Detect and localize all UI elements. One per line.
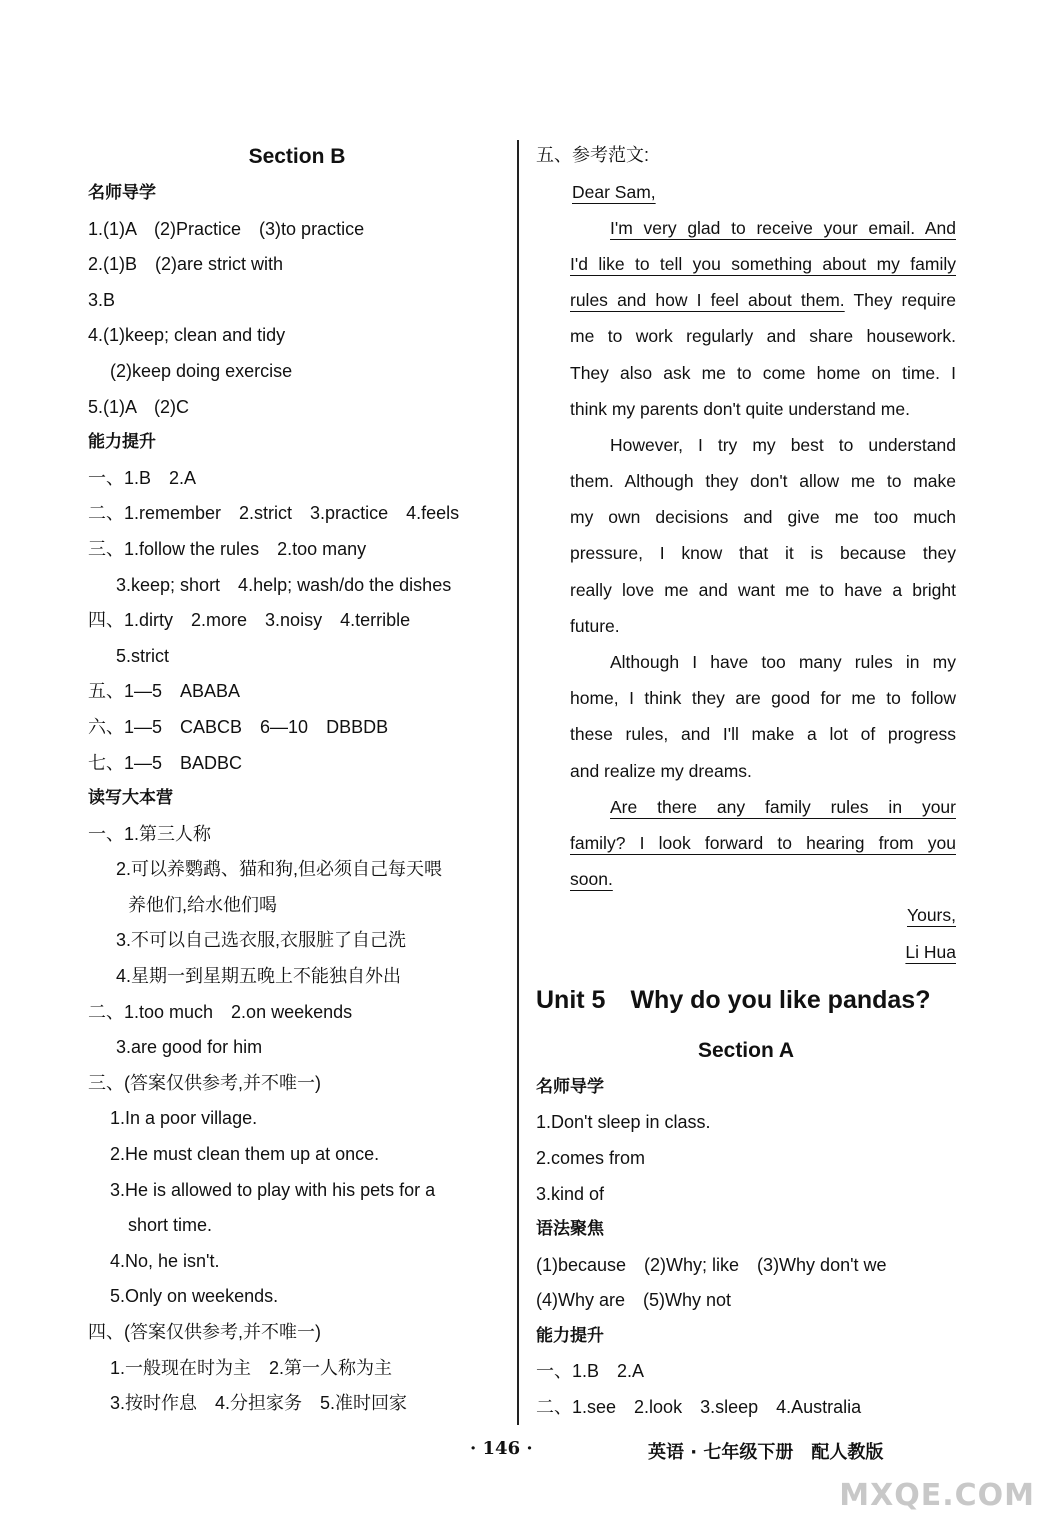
text-line: 1.In a poor village. (110, 1108, 258, 1129)
text-line (570, 246, 956, 282)
text-line (570, 789, 956, 825)
text-line: 3.不可以自己选衣服,衣服脏了自己洗 (116, 930, 407, 951)
text-line: 五、1—5 ABABA (88, 681, 241, 702)
letter-closing: Yours, (907, 905, 956, 926)
text-line: 1.一般现在时为主 2.第一人称为主 (110, 1357, 393, 1378)
text-line: 3.kind of (536, 1183, 605, 1204)
text-line: 4.星期一到星期五晚上不能独自外出 (116, 966, 402, 987)
text-line: 2.He must clean them up at once. (110, 1144, 380, 1165)
text-line: and realize my dreams. (570, 760, 752, 781)
unit-title: Unit 5 Why do you like pandas? (536, 985, 931, 1014)
text-line: 3.keep; short 4.help; wash/do the dishes (116, 574, 452, 595)
page-number: · 146 · (470, 1438, 533, 1459)
right-answer-list (536, 1070, 956, 1426)
essay-heading: 五、参考范文: (536, 145, 650, 165)
section-heading: 名师导学 (88, 183, 156, 203)
plain-text: They require (844, 290, 956, 311)
watermark-logo: MXQE.COM (839, 1478, 1035, 1513)
text-line: (2)keep doing exercise (110, 360, 293, 381)
book-title: 英语 · 七年级下册 配人教版 (648, 1442, 884, 1463)
text-line: future. (570, 615, 620, 636)
text-line: 5.Only on weekends. (110, 1286, 279, 1307)
text-line: them. Although they don't allow me to make (570, 471, 956, 492)
text-line: 三、(答案仅供参考,并不唯一) (88, 1072, 321, 1093)
column-divider (517, 140, 519, 1425)
text-line: 5.strict (116, 645, 170, 666)
left-column (88, 138, 506, 1422)
letter-signature: Li Hua (905, 941, 956, 962)
text-line (570, 210, 956, 246)
text-line: 1.(1)A (2)Practice (3)to practice (88, 218, 365, 239)
underlined-text: I'd like to tell you something about my family (570, 253, 956, 274)
underlined-text: family? I look forward to hearing from you (570, 832, 956, 853)
text-line: Although I have too many rules in my (610, 652, 956, 673)
underlined-text: rules and how I feel about them. (570, 290, 845, 311)
text-line: 二、1.see 2.look 3.sleep 4.Australia (536, 1397, 862, 1418)
text-line: pressure, I know that it is because they (570, 543, 956, 564)
section-heading: 读写大本营 (88, 788, 173, 809)
sample-letter (536, 174, 956, 970)
text-line: 2.可以养鹦鹉、猫和狗,但必须自己每天喂 (116, 859, 443, 880)
underlined-text: Are there any family rules in your (610, 796, 956, 817)
section-heading: 语法聚焦 (536, 1219, 604, 1240)
right-column (536, 138, 956, 1426)
text-line: (1)because (2)Why; like (3)Why don't we (536, 1254, 887, 1275)
section-a-title: Section A (697, 1038, 795, 1062)
text-line: really love me and want me to have a bright (570, 579, 956, 600)
text-line (570, 282, 956, 318)
left-answer-list (88, 176, 506, 1422)
text-line: 2.(1)B (2)are strict with (88, 254, 284, 275)
text-line: me to work regularly and share housework. (570, 326, 956, 347)
letter-greeting: Dear Sam, (572, 181, 656, 202)
text-line: 4.(1)keep; clean and tidy (88, 325, 286, 346)
text-line: 4.No, he isn't. (110, 1250, 220, 1271)
text-line: 3.B (88, 289, 116, 310)
text-line: 一、1.B 2.A (88, 467, 197, 488)
text-line: think my parents don't quite understand me. (570, 398, 910, 419)
text-line: 四、1.dirty 2.more 3.noisy 4.terrible (88, 610, 411, 631)
text-line: short time. (128, 1215, 213, 1236)
page-footer (0, 1432, 1049, 1472)
text-line (570, 861, 956, 897)
text-line: 5.(1)A (2)C (88, 396, 190, 417)
text-line: home, I think they are good for me to follow (570, 688, 956, 709)
section-heading: 能力提升 (88, 432, 156, 453)
text-line: 3.按时作息 4.分担家务 5.准时回家 (110, 1393, 408, 1414)
text-line: (4)Why are (5)Why not (536, 1290, 732, 1311)
section-b-title: Section B (248, 145, 346, 168)
underlined-text: I'm very glad to receive your email. And (610, 217, 956, 238)
text-line: 一、1.B 2.A (536, 1361, 645, 1382)
text-line: 二、1.too much 2.on weekends (88, 1001, 353, 1022)
letter-body (536, 210, 956, 898)
text-line: 七、1—5 BADBC (88, 752, 243, 773)
text-line: 六、1—5 CABCB 6—10 DBBDB (88, 716, 389, 737)
text-line: They also ask me to come home on time. I (570, 362, 956, 383)
text-line: 一、1.第三人称 (88, 823, 212, 844)
text-line: my own decisions and give me too much (570, 507, 956, 528)
text-line: 养他们,给水他们喝 (128, 894, 278, 915)
text-line: 1.Don't sleep in class. (536, 1112, 711, 1133)
text-line: 2.comes from (536, 1147, 646, 1168)
text-line: 二、1.remember 2.strict 3.practice 4.feels (88, 503, 460, 524)
text-line: 三、1.follow the rules 2.too many (88, 538, 367, 559)
text-line: 3.are good for him (116, 1037, 263, 1058)
text-line: these rules, and I'll make a lot of progress (570, 724, 956, 745)
section-heading: 能力提升 (536, 1325, 604, 1346)
section-heading: 名师导学 (536, 1076, 604, 1097)
text-line: 四、(答案仅供参考,并不唯一) (88, 1322, 321, 1342)
text-line (570, 825, 956, 861)
underlined-text: soon. (570, 869, 613, 890)
text-line: However, I try my best to understand (610, 434, 956, 455)
text-line: 3.He is allowed to play with his pets for a (110, 1179, 436, 1200)
